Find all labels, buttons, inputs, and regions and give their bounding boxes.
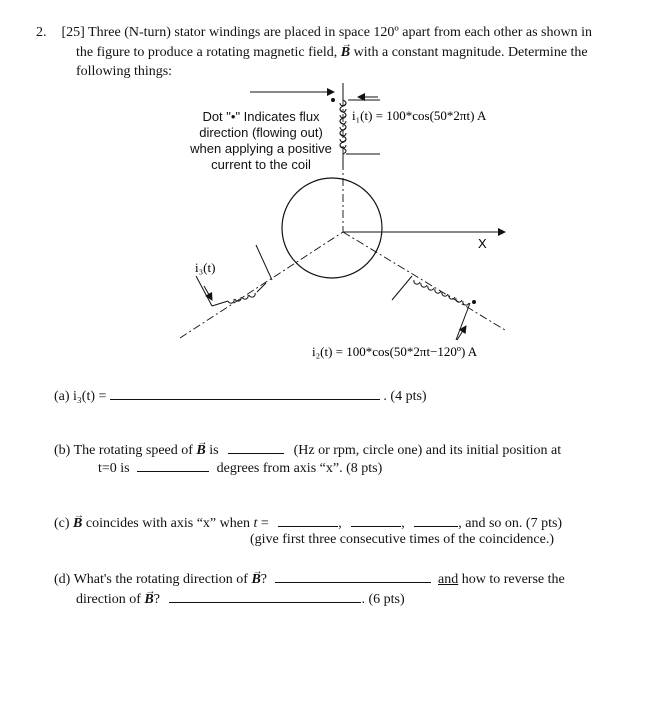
x-axis-label: X (478, 236, 487, 251)
problem-number: 2. (36, 25, 47, 40)
part-d-line-1: (d) What's the rotating direction of → B? and how to reverse the (54, 569, 565, 588)
part-c-line-1: (c) → B coincides with axis “x” when t = , , , and so on. (7 pts) (54, 513, 562, 532)
vector-b: → B (341, 45, 350, 60)
answer-d-direction-field[interactable] (275, 569, 431, 583)
problem-points: [25] (61, 25, 85, 40)
part-a: (a) i₃(t) = . (4 pts) (54, 386, 427, 405)
answer-c-time-1[interactable] (278, 513, 338, 527)
problem-line-3: following things: (76, 64, 173, 79)
coil-2-dot (472, 300, 476, 304)
i3-label: i₃(t) (195, 260, 216, 275)
answer-b-position-field[interactable] (137, 458, 209, 472)
answer-a-field[interactable] (110, 386, 380, 400)
answer-d-reverse-field[interactable] (169, 589, 361, 603)
problem-text-1: Three (N-turn) stator windings are placed in space 120º apart from each other as shown in (88, 25, 592, 40)
rotor-circle (282, 178, 382, 278)
coil-1-dot (331, 98, 335, 102)
dot-note: Dot "•" Indicates flux direction (flowing out) when applying a positive current to the coil (190, 109, 332, 172)
answer-c-time-2[interactable] (351, 513, 401, 527)
part-b-line-1: (b) The rotating speed of → B is (Hz or rpm, circle one) and its initial position at (54, 440, 561, 459)
i2-label: i₂(t) = 100*cos(50*2πt−120º) A (312, 344, 478, 359)
coil-3 (196, 245, 272, 306)
part-c-line-2: (give first three consecutive times of the coincidence.) (250, 532, 554, 547)
answer-c-time-3[interactable] (414, 513, 458, 527)
part-b-line-2: t=0 is degrees from axis “x”. (8 pts) (98, 458, 382, 477)
answer-b-speed-field[interactable] (228, 440, 284, 454)
problem-line-2: the figure to produce a rotating magnetic field, → B with a constant magnitude. Determine the (76, 44, 588, 61)
part-d-line-2: direction of → B? . (6 pts) (76, 589, 405, 608)
axis-coil-3 (180, 232, 343, 338)
i1-label: i₁(t) = 100*cos(50*2πt) A (352, 108, 487, 123)
